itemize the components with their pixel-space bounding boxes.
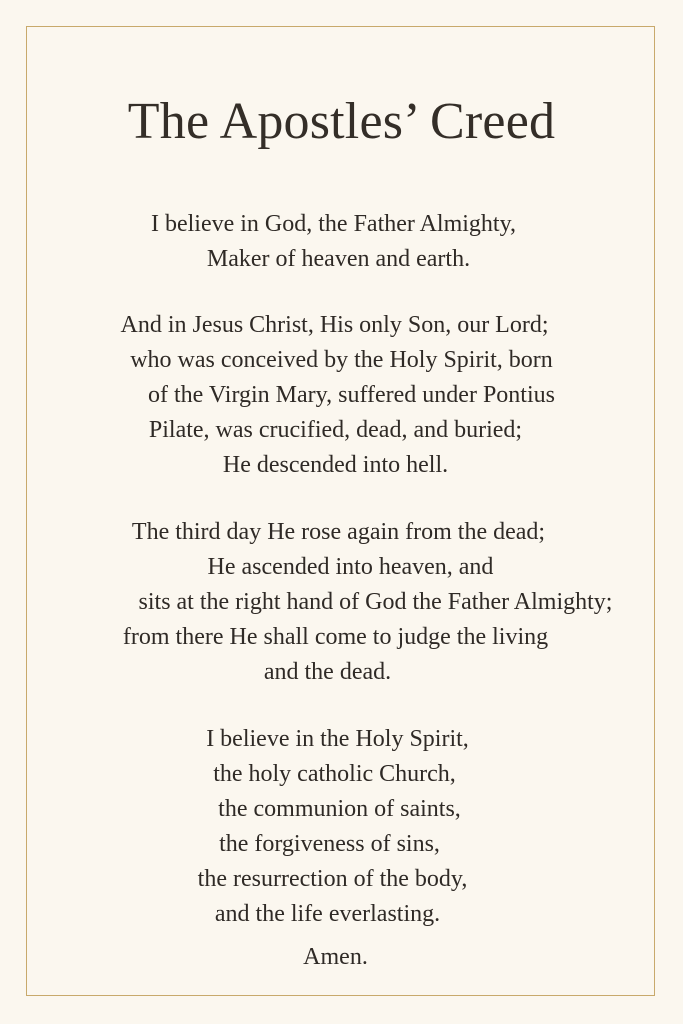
page-title: The Apostles’ Creed xyxy=(127,93,556,150)
creed-line: the forgiveness of sins, xyxy=(219,831,440,857)
amen-line: Amen. xyxy=(303,944,368,970)
creed-line: sits at the right hand of God the Father Almighty; xyxy=(138,589,613,615)
creed-line: Maker of heaven and earth. xyxy=(206,246,471,272)
creed-line: I believe in God, the Father Almighty, xyxy=(150,211,517,237)
creed-line: the communion of saints, xyxy=(218,796,461,822)
creed-line: who was conceived by the Holy Spirit, born xyxy=(130,347,553,373)
creed-line: Pilate, was crucified, dead, and buried; xyxy=(148,417,523,443)
creed-line: and the dead. xyxy=(263,659,392,685)
creed-line: of the Virgin Mary, suffered under Pontius xyxy=(148,382,555,408)
creed-line: The third day He rose again from the dead; xyxy=(131,519,546,545)
creed-line: I believe in the Holy Spirit, xyxy=(206,726,469,752)
creed-line: from there He shall come to judge the living xyxy=(122,624,549,650)
creed-line: He ascended into heaven, and xyxy=(207,554,494,580)
creed-line: And in Jesus Christ, His only Son, our Lord; xyxy=(120,312,549,338)
creed-line: and the life everlasting. xyxy=(214,901,441,927)
creed-line: He descended into hell. xyxy=(222,452,449,478)
creed-line: the holy catholic Church, xyxy=(213,761,456,787)
creed-line: the resurrection of the body, xyxy=(197,866,468,892)
